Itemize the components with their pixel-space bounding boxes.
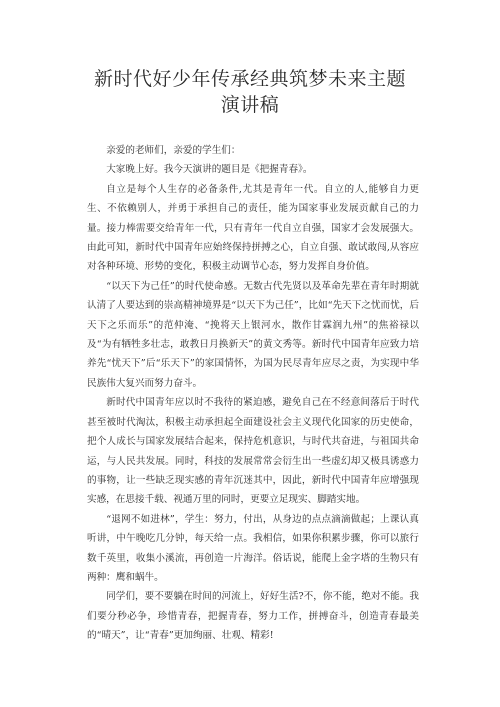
body-paragraph: 新时代中国青年应以时不我待的紧迫感，避免自己在不经意间落后于时代甚至被时代淘汰，积极主动承担起全面建设社会主义现代化国家的历史使命，把个人成长与国家发展结合起来，保持危机意识，与时代共奋进，与祖国共命运，与人民共发展。同时，科技的发展常常会衍生出一些虚幻却又极具诱惑力的事物，让一些缺乏现实感的青年沉迷其中，因此，新时代中国青年应增强现实感，在思接千载、视通万里的同时，更要立足现实、脚踏实地。 [87, 397, 419, 506]
document-title-line-2: 演讲稿 [220, 94, 280, 116]
salutation-paragraph: 亲爱的老师们，亲爱的学生们： [106, 145, 241, 156]
document-title-line-1: 新时代好少年传承经典筑梦未来主题 [93, 68, 406, 90]
closing-paragraph: 同学们，要不要躺在时间的河流上，好好生活?不，你不能，绝对不能。我们要分秒必争，珍惜青春，把握青春，努力工作，拼搏奋斗，创造青春最美的“晴天”，让“青春”更加绚丽、壮观、精彩! [87, 591, 419, 642]
body-paragraph: 自立是每个人生存的必备条件,尤其是青年一代。自立的人,能够自力更生、不依赖别人，并勇于承担自己的责任，能为国家事业发展贡献自己的力量。接力棒需要交给青年一代，只有青年一代自立自强，国家才会发展强大。由此可知，新时代中国青年应始终保持拼搏之心，自立自强、敢试敢闯,从容应对各种环境、形势的变化，积极主动调节心态，努力发挥自身价值。 [87, 183, 419, 273]
body-paragraph: “以天下为己任”的时代使命感。无数古代先贤以及革命先辈在青年时期就认清了人要达到的崇高精神境界是“以天下为己任”，比如“先天下之忧而忧，后天下之乐而乐”的范仲淹、“挽将天上银河水，散作甘霖润九州”的焦裕禄以及“为有牺牲多壮志，敢教日月换新天”的黄文秀等。新时代中国青年应致力培养先“忧天下”后“乐天下”的家国情怀，为国为民尽青年应尽之责，为实现中华民族伟大复兴而努力奋斗。 [87, 280, 419, 389]
body-paragraph: “退网不如进林”，学生：努力，付出，从身边的点点滴滴做起；上课认真听讲，中午晚吃几分钟，每天给一点。我相信，如果你积累步骤，你可以旅行数千英里，收集小溪流，再创造一片海洋。俗话说，能爬上金字塔的生物只有两种：鹰和蜗牛。 [87, 513, 419, 583]
document-body [87, 141, 419, 646]
greeting-paragraph: 大家晚上好。我今天演讲的题目是《把握青春》。 [106, 164, 313, 176]
